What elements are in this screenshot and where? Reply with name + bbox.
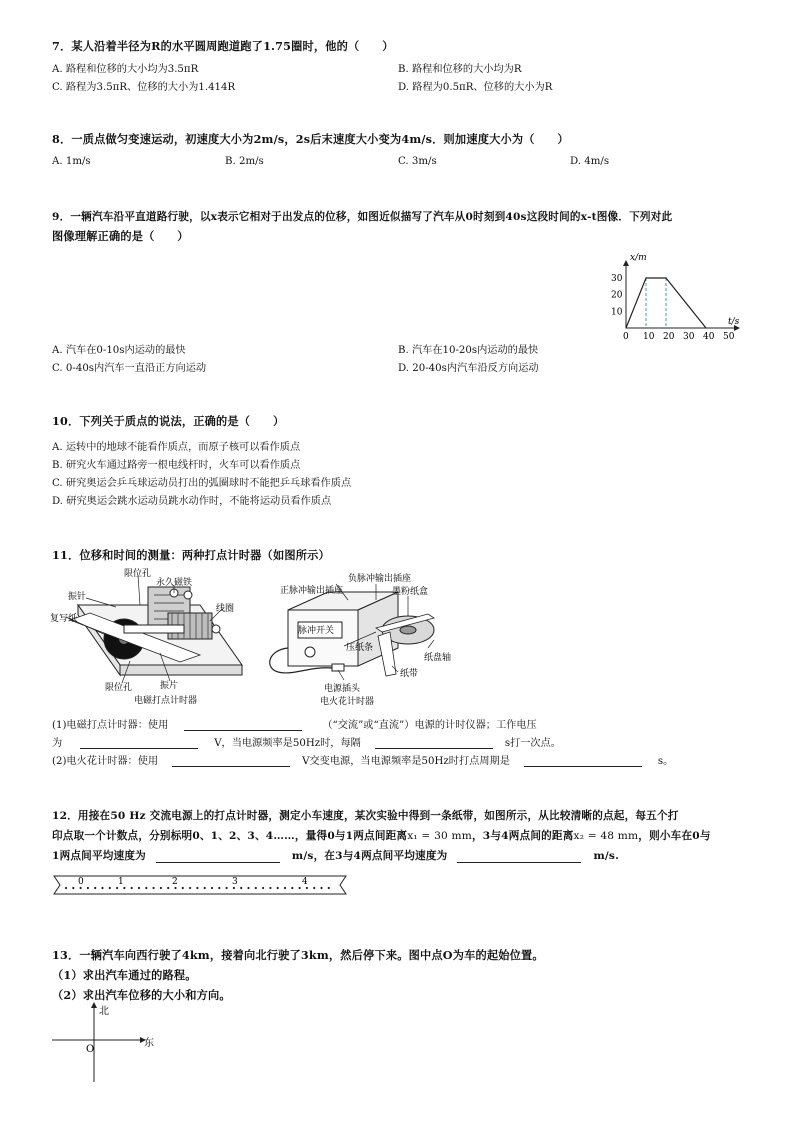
q11-line3: (2)电火花计时器：使用 V交变电源，当电源频率是50Hz时打点周期是 s。 <box>52 756 674 767</box>
fig2-label-3: 脉冲开关 <box>298 626 335 636</box>
tape-dot <box>138 887 140 889</box>
tape-dot <box>116 887 118 889</box>
fig2-label-2: 墨粉纸盒 <box>392 587 429 597</box>
x-axis-label: t/s <box>728 317 740 327</box>
tape-dot <box>291 887 293 889</box>
q7-option-a: A. 路程和位移的大小均为3.5πR <box>52 64 199 75</box>
q7-option-c: C. 路程为3.5πR、位移的大小为1.414R <box>52 82 236 93</box>
fig1-label-3: 线圈 <box>216 604 235 614</box>
blank-spark-voltage[interactable] <box>172 755 290 767</box>
tape-dot <box>145 887 147 889</box>
tape-dot <box>80 887 82 889</box>
q8-option-b: B. 2m/s <box>225 156 264 167</box>
tape-dot <box>167 887 169 889</box>
tape-dot <box>204 887 206 889</box>
tape-dot <box>101 887 103 889</box>
paper-tape <box>50 872 350 898</box>
fig2-label-7: 电源插头 <box>324 684 361 694</box>
fig1-label-6: 限位孔 <box>105 683 133 693</box>
q11-stem: 11．位移和时间的测量：两种打点计时器（如图所示） <box>52 548 330 562</box>
q13-sub2: （2）求出汽车位移的大小和方向。 <box>52 988 231 1002</box>
fig2-label-0: 负脉冲输出插座 <box>348 574 412 584</box>
tape-dot <box>160 887 162 889</box>
origin-label: O <box>86 1044 95 1055</box>
tape-dot <box>262 887 264 889</box>
q9-option-a: A. 汽车在0-10s内运动的最快 <box>52 345 186 356</box>
x-tick-50: 50 <box>723 332 735 340</box>
x-tick-20: 20 <box>663 332 675 340</box>
tape-dot <box>313 887 315 889</box>
east-label: 东 <box>144 1038 154 1049</box>
y-tick-20: 20 <box>611 290 623 301</box>
north-label: 北 <box>99 1006 109 1017</box>
tape-dot <box>328 887 330 889</box>
x-tick-40: 40 <box>703 332 715 340</box>
tape-dot <box>299 887 301 889</box>
q9-option-b: B. 汽车在10-20s内运动的最快 <box>398 345 539 356</box>
tape-dot <box>284 887 286 889</box>
tape-dot <box>123 887 125 889</box>
tape-dot <box>109 887 111 889</box>
tape-dot <box>131 887 133 889</box>
fig1-label-4: 复写纸 <box>50 614 78 624</box>
tape-dot <box>94 887 96 889</box>
tape-dot <box>269 887 271 889</box>
q7-option-d: D. 路程为0.5πR、位移的大小为R <box>398 82 553 93</box>
q8-stem: 8．一质点做匀变速运动，初速度大小为2m/s，2s后末速度大小变为4m/s．则加速度大小为（ ） <box>52 132 569 146</box>
x-tick-30: 30 <box>683 332 695 340</box>
q12-line1: 12．用接在50 Hz 交流电源上的打点计时器，测定小车速度，某次实验中得到一条纸带，如图所示，从比较清晰的点起，每五个打 <box>52 810 679 822</box>
y-tick-10: 10 <box>611 307 623 318</box>
tape-dot <box>226 887 228 889</box>
x-tick-10: 10 <box>643 332 655 340</box>
tape-dot <box>211 887 213 889</box>
q13-sub1: （1）求出汽车通过的路程。 <box>52 968 197 982</box>
q7-option-b: B. 路程和位移的大小均为R <box>398 64 522 75</box>
tape-dot <box>153 887 155 889</box>
q10-option-d: D. 研究奥运会跳水运动员跳水动作时，不能将运动员看作质点 <box>52 496 332 507</box>
y-axis-label: x/m <box>630 253 647 263</box>
tape-dot <box>247 887 249 889</box>
fig2-label-5: 纸盘轴 <box>424 653 452 663</box>
xt-point-3 <box>705 327 706 328</box>
fig2-caption: 电火花计时器 <box>320 697 375 707</box>
tape-dot <box>72 887 74 889</box>
tape-dot <box>320 887 322 889</box>
blank-period[interactable] <box>524 755 642 767</box>
tape-dot <box>240 887 242 889</box>
tape-dot <box>174 887 176 889</box>
y-tick-30: 30 <box>611 274 623 284</box>
blank-interval[interactable] <box>375 737 493 749</box>
q9-stem-line1: 9．一辆汽车沿平直道路行驶，以x表示它相对于出发点的位移，如图近似描写了汽车从0时刻到40s这段时间的x-t图像．下列对此 <box>52 211 673 223</box>
tape-label-4: 4 <box>302 877 308 887</box>
x-tick-0: 0 <box>623 332 629 340</box>
q11-line2: 为 V，当电源频率是50Hz时，每隔 s打一次点。 <box>52 738 561 749</box>
tape-dot <box>189 887 191 889</box>
tape-label-3: 3 <box>232 877 238 887</box>
spark-timer-figure <box>258 570 458 708</box>
xt-point-0 <box>625 327 626 328</box>
q13-stem: 13．一辆汽车向西行驶了4km，接着向北行驶了3km，然后停下来。图中点O为车的起始位置。 <box>52 948 544 962</box>
tape-dot <box>306 887 308 889</box>
fig2-label-4: 压纸条 <box>346 643 374 653</box>
q9-option-d: D. 20-40s内汽车沿反方向运动 <box>398 363 539 374</box>
tape-dot <box>182 887 184 889</box>
q10-option-c: C. 研究奥运会乒乓球运动员打出的弧圈球时不能把乒乓球看作质点 <box>52 478 352 489</box>
fig1-label-2: 振针 <box>68 592 87 602</box>
xt-point-1 <box>645 277 646 278</box>
blank-current-type[interactable] <box>184 719 302 731</box>
q11-line1: (1)电磁打点计时器：使用 （“交流”或“直流”）电源的计时仪器；工作电压 <box>52 720 537 731</box>
fig2-label-1: 正脉冲输出插座 <box>280 586 344 596</box>
q10-stem: 10．下列关于质点的说法，正确的是（ ） <box>52 414 285 428</box>
tape-dot <box>218 887 220 889</box>
y-axis-arrow <box>623 260 629 266</box>
blank-v01[interactable] <box>156 851 280 863</box>
q12-line2: 印点取一个计数点，分别标明0、1、2、3、4……，量得0与1两点间距离x₁ = 30 mm，3与4两点间的距离x₂ = 48 mm，则小车在0与 <box>52 830 711 842</box>
tape-label-2: 2 <box>172 877 178 887</box>
fig1-caption: 电磁打点计时器 <box>134 696 198 706</box>
fig1-label-5: 振片 <box>160 681 179 691</box>
q9-stem-line2: 图像理解正确的是（ ） <box>52 229 189 243</box>
fig1-label-0: 限位孔 <box>124 569 152 579</box>
xt-graph <box>596 250 746 340</box>
xt-point-2 <box>665 277 666 278</box>
q8-option-c: C. 3m/s <box>398 156 437 167</box>
tape-dot <box>233 887 235 889</box>
fig2-label-6: 纸带 <box>400 669 419 679</box>
q8-option-d: D. 4m/s <box>570 156 610 167</box>
tape-dot <box>277 887 279 889</box>
electromagnetic-timer-figure <box>50 565 250 707</box>
tape-dot <box>255 887 257 889</box>
fig1-label-1: 永久磁铁 <box>156 578 193 588</box>
q9-option-c: C. 0-40s内汽车一直沿正方向运动 <box>52 363 207 374</box>
q10-option-a: A. 运转中的地球不能看作质点，而原子核可以看作质点 <box>52 442 301 453</box>
q12-line3: 1两点间平均速度为 m/s，在3与4两点间平均速度为 m/s. <box>52 850 619 862</box>
q8-option-a: A. 1m/s <box>52 156 91 167</box>
tape-dot <box>196 887 198 889</box>
tape-label-1: 1 <box>118 877 124 887</box>
blank-v34[interactable] <box>457 851 581 863</box>
tape-label-0: 0 <box>78 877 84 887</box>
q7-stem: 7．某人沿着半径为R的水平圆周跑道跑了1.75圈时，他的（ ） <box>52 39 394 53</box>
tape-dot <box>65 887 67 889</box>
tape-dot <box>87 887 89 889</box>
blank-working-voltage[interactable] <box>80 737 198 749</box>
direction-axes <box>50 1002 170 1086</box>
q10-option-b: B. 研究火车通过路旁一根电线杆时，火车可以看作质点 <box>52 460 301 471</box>
